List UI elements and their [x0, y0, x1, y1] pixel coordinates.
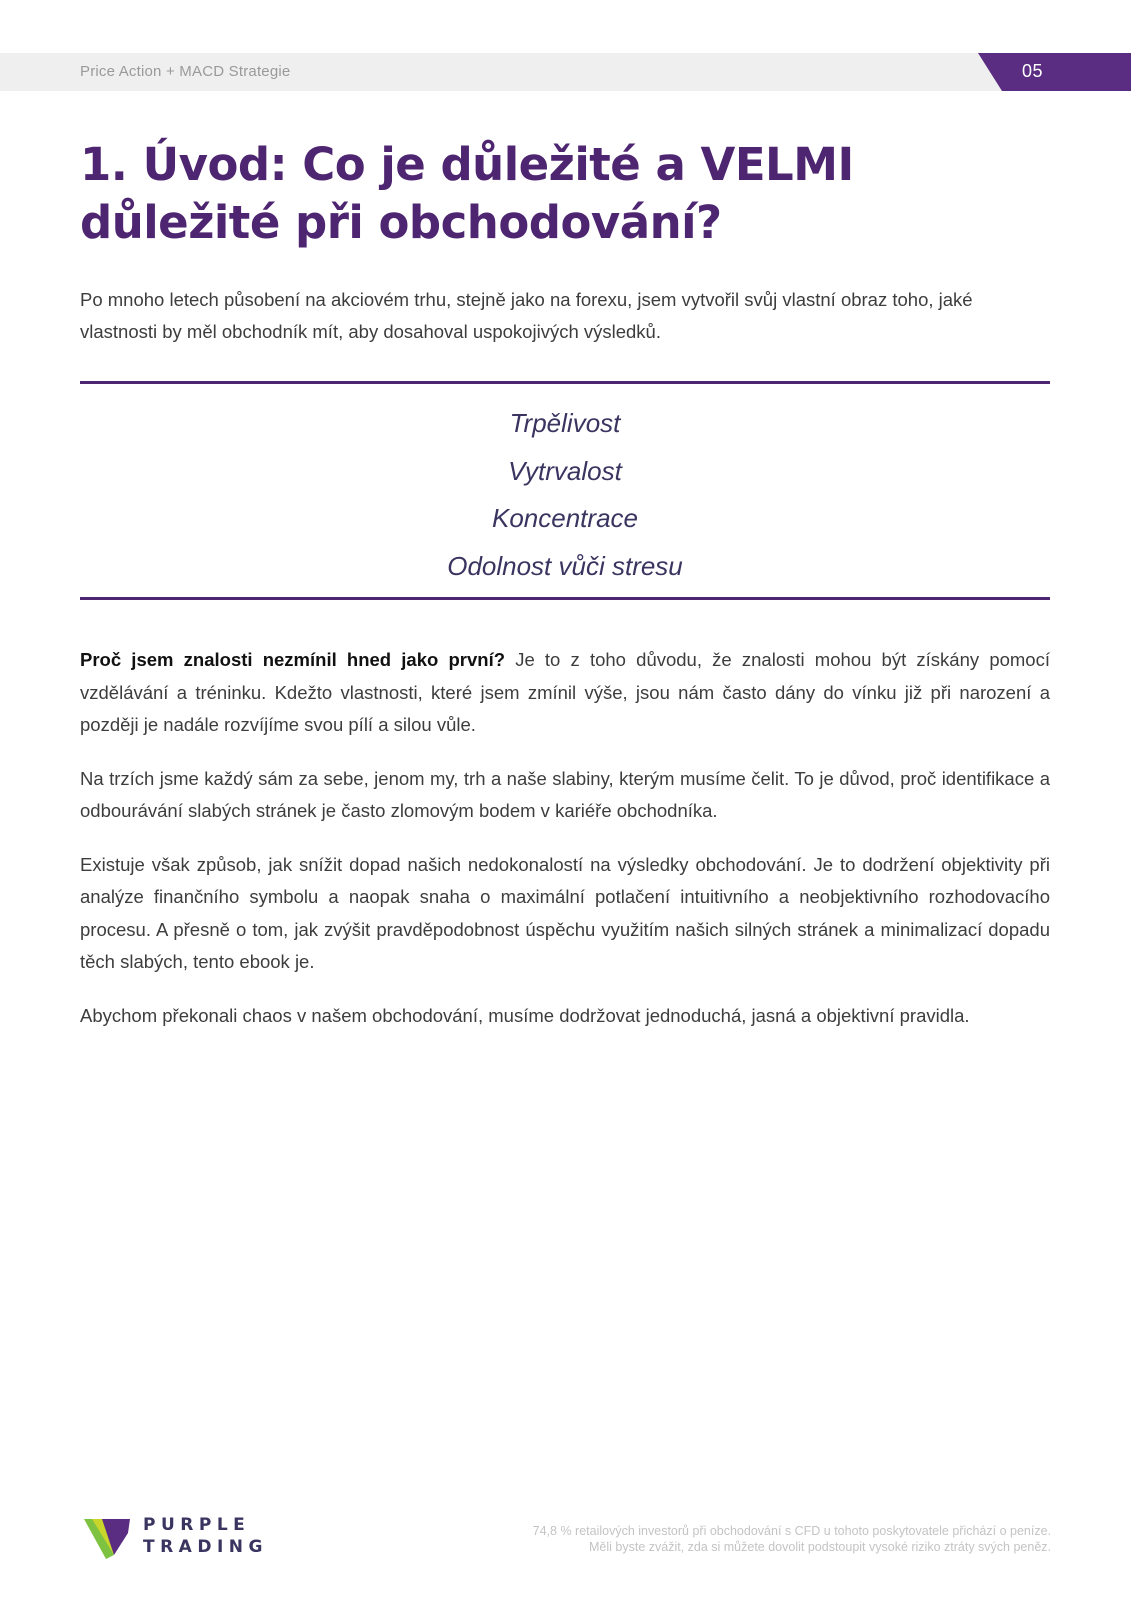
paragraph-1-lead: Proč jsem znalosti nezmínil hned jako první?: [80, 649, 506, 670]
purple-trading-logo-icon: [84, 1517, 132, 1561]
paragraph-1-text: Je to z toho důvodu, že znalosti mohou být získány pomocí vzdělávání a tréninku. Kdežto vlastnosti, které jsem zmínil výše, jsou nám často dány do vínku již při narození a později je nadále rozvíjíme svou pílí a silou vůle.: [80, 649, 1050, 735]
paragraph-4: Abychom překonali chaos v našem obchodování, musíme dodržovat jednoduchá, jasná a objektivní pravidla.: [80, 1004, 970, 1026]
divider-top: [80, 381, 1050, 384]
intro-paragraph: Po mnoho letech působení na akciovém trhu, stejně jako na forexu, jsem vytvořil svůj vlastní obraz toho, jaké vlastnosti by měl obchodník mít, aby dosahoval uspokojivých výsledků.: [80, 289, 973, 342]
paragraph-2: Na trzích jsme každý sám za sebe, jenom my, trh a naše slabiny, kterým musíme čelit. To je důvod, proč identifikace a odbourávání slabých stránek je často zlomovým bodem v kariéře obchodníka.: [80, 767, 1050, 821]
trait-item: Vytrvalost: [508, 455, 622, 486]
disclaimer-line-2: Měli byste zvážit, zda si můžete dovolit podstoupit vysoké riziko ztráty svých peněz.: [589, 1540, 1051, 1554]
trait-item: Koncentrace: [492, 503, 638, 533]
body-text: [80, 644, 1050, 1053]
paragraph-1: [80, 644, 1050, 742]
page-number-tab: [978, 53, 1131, 91]
brand-line-1: PURPLE: [143, 1515, 251, 1535]
trait-item: Odolnost vůči stresu: [447, 550, 683, 581]
document-title: Price Action + MACD Strategie: [80, 63, 291, 80]
disclaimer-line-1: 74,8 % retailových investorů při obchodování s CFD u tohoto poskytovatele přichází o peníze.: [532, 1524, 1051, 1538]
brand-line-2: TRADING: [143, 1537, 268, 1557]
brand-wordmark: [143, 1514, 268, 1558]
risk-disclaimer: [431, 1523, 1051, 1555]
page-number: 05: [1022, 61, 1044, 81]
paragraph-3: Existuje však způsob, jak snížit dopad našich nedokonalostí na výsledky obchodování. Je to dodržení objektivity při analýze finančního symbolu a naopak snaha o maximální potlačení intuitivního a neobjektivního rozhodovacího procesu. A přesně o tom, jak zvýšit pravděpodobnost úspěchu využitím našich silných stránek a minimalizací dopadu těch slabých, tento ebook je.: [80, 853, 1050, 972]
section-heading: 1. Úvod: Co je důležité a VELMI důležité při obchodování?: [80, 138, 854, 249]
trait-item: Trpělivost: [509, 408, 621, 438]
divider-bottom: [80, 597, 1050, 600]
traits-list: [80, 400, 1050, 590]
